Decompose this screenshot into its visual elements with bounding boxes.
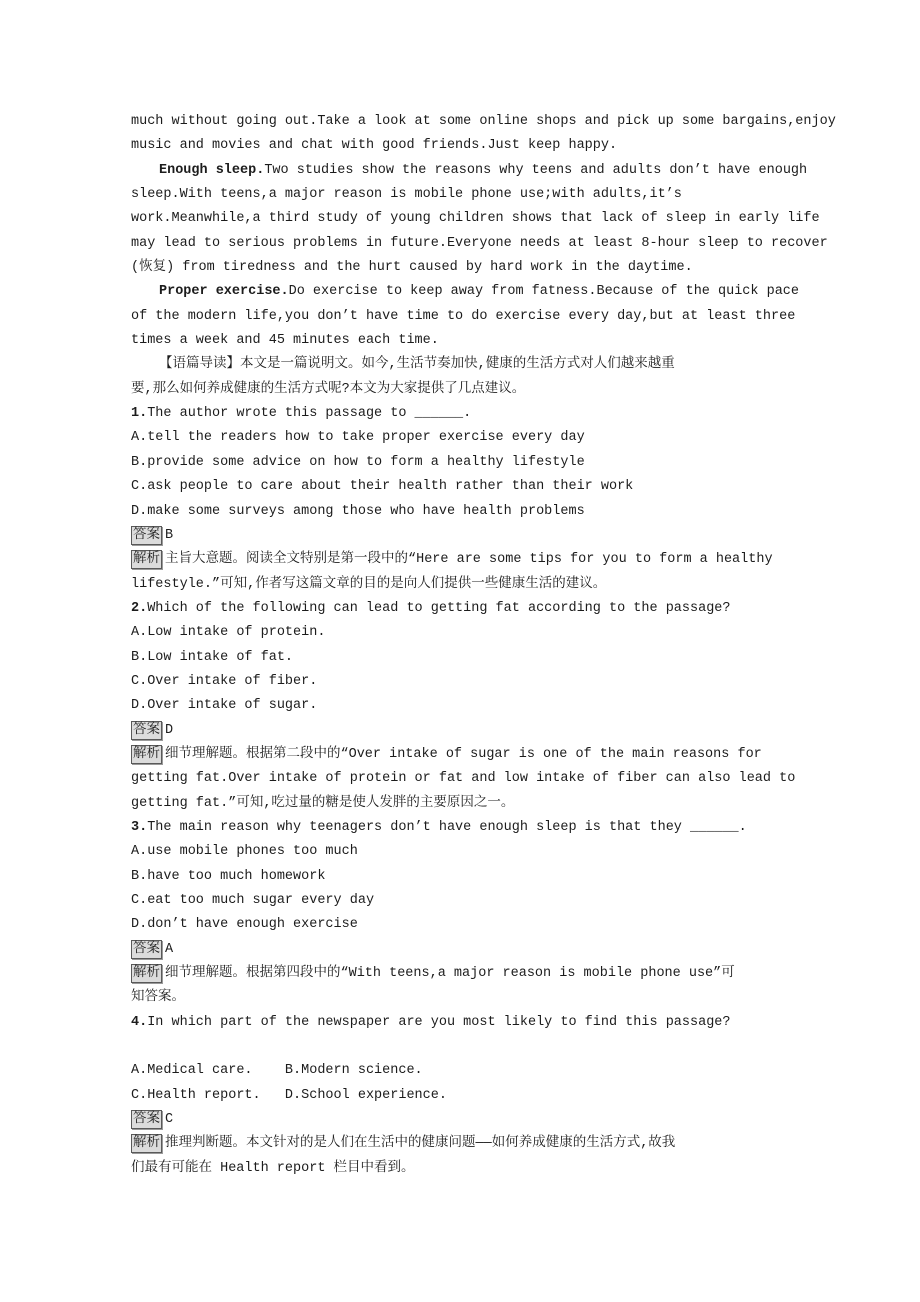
text-line	[131, 207, 920, 231]
text-segment: D.don’t have enough exercise	[131, 917, 358, 933]
text-line	[131, 1157, 920, 1181]
bold-text: 1.	[131, 406, 148, 422]
text-segment: In which part of the newspaper are you most likely to find this passage?	[147, 1014, 731, 1030]
answer-tag-box: 答案	[133, 527, 160, 543]
text-line	[131, 500, 920, 524]
text-line	[131, 524, 920, 548]
bold-text: 3.	[131, 819, 148, 835]
answer-tag-box: 答案	[133, 722, 160, 738]
text-segment: A.Medical care. B.Modern science.	[131, 1063, 423, 1079]
text-segment: B.have too much homework	[131, 868, 326, 884]
text-segment: 们最有可能在 Health report 栏目中看到。	[131, 1160, 415, 1176]
text-segment: work.Meanwhile,a third study of young children shows that lack of sleep in early life	[131, 211, 820, 227]
text-segment: C	[165, 1112, 174, 1128]
text-line	[131, 986, 920, 1010]
text-segment: lifestyle.”可知,作者写这篇文章的目的是向人们提供一些健康生活的建议。	[131, 576, 607, 592]
text-segment: 【语篇导读】本文是一篇说明文。如今,生活节奏加快,健康的生活方式对人们越来越重	[159, 357, 675, 373]
text-line	[131, 1011, 920, 1035]
text-line	[131, 646, 920, 670]
bold-text: Proper exercise.	[159, 284, 289, 300]
text-line	[131, 280, 920, 304]
text-line	[131, 183, 920, 207]
analysis-tag-box: 解析	[133, 746, 160, 762]
text-line	[131, 743, 920, 767]
text-line	[131, 889, 920, 913]
text-line	[131, 694, 920, 718]
text-segment: may lead to serious problems in future.Everyone needs at least 8-hour sleep to recover	[131, 235, 828, 251]
text-line	[131, 1084, 920, 1108]
text-line	[131, 670, 920, 694]
text-line	[131, 767, 920, 791]
text-segment: A	[165, 941, 174, 957]
text-segment: much without going out.Take a look at some online shops and pick up some bargains,enjoy	[131, 114, 836, 129]
answer-tag-box: 答案	[133, 1112, 160, 1128]
text-segment: The author wrote this passage to ______.	[147, 406, 472, 422]
analysis-tag-box: 解析	[133, 1136, 160, 1152]
text-line	[131, 329, 920, 353]
text-line	[131, 865, 920, 889]
text-line	[131, 792, 920, 816]
text-line	[131, 378, 920, 402]
text-line	[131, 256, 920, 280]
text-line	[131, 134, 920, 158]
text-segment: times a week and 45 minutes each time.	[131, 333, 439, 349]
text-segment: 主旨大意题。阅读全文特别是第一段中的“Here are some tips for you to form a healthy	[165, 552, 773, 568]
text-line	[131, 1132, 920, 1156]
text-line	[131, 719, 920, 743]
text-segment: D.Over intake of sugar.	[131, 698, 318, 714]
text-segment: C.Over intake of fiber.	[131, 673, 318, 689]
text-line	[131, 548, 920, 572]
text-line	[131, 621, 920, 645]
answer-tag-box: 答案	[133, 941, 160, 957]
text-segment: C.Health report. D.School experience.	[131, 1087, 447, 1103]
bold-text: 4.	[131, 1014, 148, 1030]
bold-text: Enough sleep.	[159, 162, 265, 178]
text-segment: sleep.With teens,a major reason is mobile phone use;with adults,it’s	[131, 187, 682, 203]
text-segment: B	[165, 527, 174, 543]
text-segment: A.Low intake of protein.	[131, 625, 326, 641]
text-line	[131, 573, 920, 597]
text-segment: 细节理解题。根据第二段中的“Over intake of sugar is one of the main reasons for	[165, 746, 762, 762]
text-segment: Do exercise to keep away from fatness.Because of the quick pace	[288, 284, 800, 300]
text-segment: 细节理解题。根据第四段中的“With teens,a major reason is mobile phone use”可	[165, 966, 735, 982]
text-line	[131, 1108, 920, 1132]
text-segment: B.Low intake of fat.	[131, 649, 294, 665]
text-line	[131, 816, 920, 840]
text-segment: A.use mobile phones too much	[131, 844, 358, 860]
text-segment: D.make some surveys among those who have health problems	[131, 503, 585, 519]
text-line	[131, 159, 920, 183]
text-segment: of the modern life,you don’t have time to do exercise every day,but at least three	[131, 308, 796, 324]
text-line	[131, 962, 920, 986]
text-segment: (恢复) from tiredness and the hurt caused by hard work in the daytime.	[131, 260, 693, 276]
text-line	[131, 913, 920, 937]
text-segment: C.ask people to care about their health rather than their work	[131, 479, 634, 495]
bold-text: 2.	[131, 600, 148, 616]
text-segment: getting fat.”可知,吃过量的糖是使人发胖的主要原因之一。	[131, 795, 515, 811]
text-segment: D	[165, 722, 174, 738]
text-segment: B.provide some advice on how to form a healthy lifestyle	[131, 454, 585, 470]
text-line	[131, 451, 920, 475]
text-segment: 推理判断题。本文针对的是人们在生活中的健康问题——如何养成健康的生活方式,故我	[165, 1136, 676, 1152]
text-line	[131, 475, 920, 499]
text-segment: getting fat.Over intake of protein or fat and low intake of fiber can also lead to	[131, 771, 796, 787]
text-line	[131, 232, 920, 256]
text-line	[131, 110, 920, 134]
text-line	[131, 597, 920, 621]
text-segment: 知答案。	[131, 990, 185, 1006]
text-segment: Which of the following can lead to getting fat according to the passage?	[147, 600, 731, 616]
text-line	[131, 353, 920, 377]
text-line	[131, 305, 920, 329]
text-segment: music and movies and chat with good friends.Just keep happy.	[131, 138, 618, 154]
text-line	[131, 840, 920, 864]
text-segment: Two studies show the reasons why teens and adults don’t have enough	[264, 162, 808, 178]
text-segment: The main reason why teenagers don’t have enough sleep is that they ______.	[147, 819, 747, 835]
text-line	[131, 402, 920, 426]
text-line	[131, 1059, 920, 1083]
text-segment: A.tell the readers how to take proper exercise every day	[131, 430, 585, 446]
analysis-tag-box: 解析	[133, 552, 160, 568]
text-segment: 要,那么如何养成健康的生活方式呢?本文为大家提供了几点建议。	[131, 381, 526, 397]
text-line	[131, 426, 920, 450]
analysis-tag-box: 解析	[133, 966, 160, 982]
text-segment: C.eat too much sugar every day	[131, 893, 375, 908]
document-text	[131, 110, 920, 1181]
text-line	[131, 938, 920, 962]
blank-line	[131, 1035, 920, 1059]
